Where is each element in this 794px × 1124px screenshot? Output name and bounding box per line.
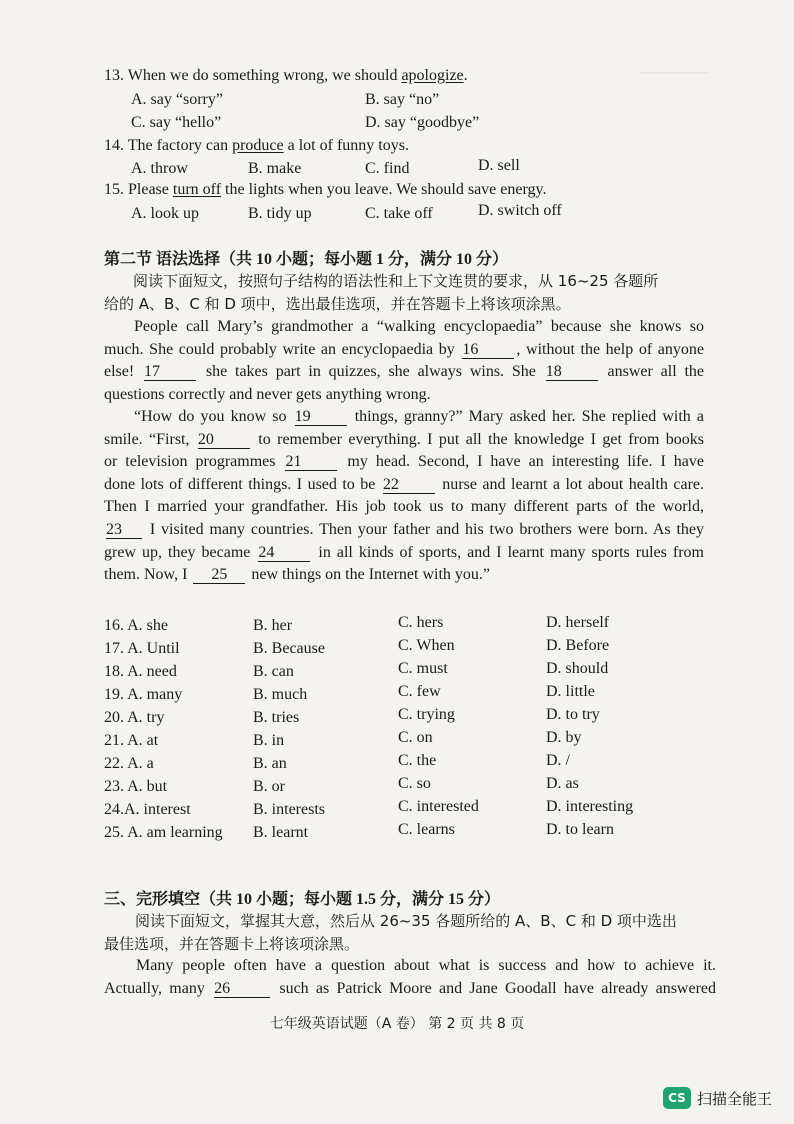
scanner-watermark [663,1087,772,1109]
option-16d: D. herself [546,614,610,631]
option-16b: B. her [253,617,293,634]
option-17b: B. Because [253,640,325,657]
p2-line-1: “How do you know so 19 things, granny?” Mary asked her. She replied with a [134,408,704,425]
blank-26: 26 [214,980,270,998]
option-19a: 19. A. many [104,686,183,703]
cloze-line-2: Actually, many 26 such as Patrick Moore and Jane Goodall have already answered [104,979,717,997]
option-19c: C. few [398,683,441,700]
p2-line-8: them. Now, I 25 new things on the Internet with you.” [104,566,491,584]
option-14a: A. throw [131,160,188,177]
option-17d: D. Before [546,637,610,654]
option-16c: C. hers [398,614,444,631]
option-20b: B. tries [253,709,300,726]
option-25c: C. learns [398,821,455,838]
p1-line-4: questions correctly and never gets anything wrong. [104,385,431,403]
question-14: 14. The factory can produce a lot of funny toys. [104,137,409,154]
option-20c: C. trying [398,706,455,723]
option-15a: A. look up [131,205,199,222]
option-22d: D. / [546,752,570,769]
passage-paragraph-2 [104,406,704,587]
option-18b: B. can [253,663,294,680]
p1-line-2: much. She could probably write an encyclopaedia by 16 , without the help of anyone [104,340,704,358]
p2-line-4: done lots of different things. I used to be 22 nurse and learnt a lot about health care. [104,475,705,493]
blank-23: 23 [106,521,142,539]
option-20d: D. to try [546,706,600,723]
option-22a: 22. A. a [104,755,154,772]
option-13a: A. say “sorry” [131,91,223,108]
section-2-instruction-1: 阅读下面短文，按照句子结构的语法性和上下文连贯的要求，从 16~25 各题所 [133,272,659,290]
option-22c: C. the [398,752,437,769]
page-footer: 七年级英语试题（A 卷） 第 2 页 共 8 页 [269,1016,525,1032]
option-19b: B. much [253,686,308,703]
section-2-instruction-2: 给的 A、B、C 和 D 项中，选出最佳选项，并在答题卡上将该项涂黑。 [104,295,571,313]
p2-line-6: 23 I visited many countries. Then your father and his two brothers were born. As they [106,520,704,538]
p2-line-7: grew up, they became 24 in all kinds of sports, and I learnt many sports rules from [104,543,704,561]
option-24c: C. interested [398,798,479,815]
option-16a: 16. A. she [104,617,168,634]
cloze-paragraph [104,955,716,1000]
option-14d: D. sell [478,157,520,174]
option-21a: 21. A. at [104,732,159,749]
section-3-instruction-2: 最佳选项，并在答题卡上将该项涂黑。 [104,935,360,953]
section-3-instruction-1: 阅读下面短文，掌握其大意，然后从 26~35 各题所给的 A、B、C 和 D 项中选出 [135,912,677,930]
blank-25: 25 [193,566,245,584]
option-21b: B. in [253,732,285,749]
option-17a: 17. A. Until [104,640,180,657]
blank-21: 21 [285,453,337,471]
blank-24: 24 [258,544,310,562]
option-17c: C. When [398,637,455,654]
option-15c: C. take off [365,205,433,222]
option-24d: D. interesting [546,798,634,815]
blank-18: 18 [546,363,598,381]
option-14b: B. make [248,160,302,177]
blank-16: 16 [462,341,514,359]
blank-17: 17 [144,363,196,381]
blank-22: 22 [383,476,435,494]
option-18c: C. must [398,660,448,677]
option-25b: B. learnt [253,824,309,841]
option-19d: D. little [546,683,595,700]
option-13b: B. say “no” [365,91,440,108]
passage-paragraph-1 [104,316,704,406]
option-13d: D. say “goodbye” [365,114,480,131]
camscanner-logo-icon: CS [663,1087,691,1109]
p2-line-5: Then I married your grandfather. His job took us to many different parts of the world, [104,498,704,516]
p2-line-3: or television programmes 21 my head. Second, I have an interesting life. I have [104,453,704,471]
blank-19: 19 [295,408,347,426]
option-15b: B. tidy up [248,205,312,222]
option-24b: B. interests [253,801,325,818]
option-25a: 25. A. am learning [104,824,223,841]
option-22b: B. an [253,755,287,772]
question-15: 15. Please turn off the lights when you leave. We should save energy. [104,181,547,198]
option-18a: 18. A. need [104,663,177,680]
p1-line-1: People call Mary’s grandmother a “walking encyclopaedia” because she knows so [134,318,704,335]
option-24a: 24.A. interest [104,801,191,818]
scanner-brand-name: 扫描全能王 [696,1089,772,1108]
show-through: ─────── [640,66,710,81]
option-23d: D. as [546,775,579,792]
question-13: 13. When we do something wrong, we should apologize. [104,67,468,84]
option-23a: 23. A. but [104,778,168,795]
section-3-heading: 三、完形填空（共 10 小题；每小题 1.5 分，满分 15 分） [104,891,501,908]
section-2-heading: 第二节 语法选择（共 10 小题；每小题 1 分，满分 10 分） [104,251,509,268]
option-21d: D. by [546,729,582,746]
p1-line-3: else! 17 she takes part in quizzes, she always wins. She 18 answer all the [104,363,705,381]
p2-line-2: smile. “First, 20 to remember everything. I put all the knowledge I get from books [104,430,705,448]
option-23b: B. or [253,778,285,795]
option-21c: C. on [398,729,433,746]
option-18d: D. should [546,660,609,677]
option-25d: D. to learn [546,821,614,838]
option-15d: D. switch off [478,202,562,219]
cloze-line-1: Many people often have a question about what is success and how to achieve it. [136,957,716,974]
option-23c: C. so [398,775,431,792]
option-14c: C. find [365,160,410,177]
option-20a: 20. A. try [104,709,165,726]
option-13c: C. say “hello” [131,114,222,131]
blank-20: 20 [198,431,250,449]
